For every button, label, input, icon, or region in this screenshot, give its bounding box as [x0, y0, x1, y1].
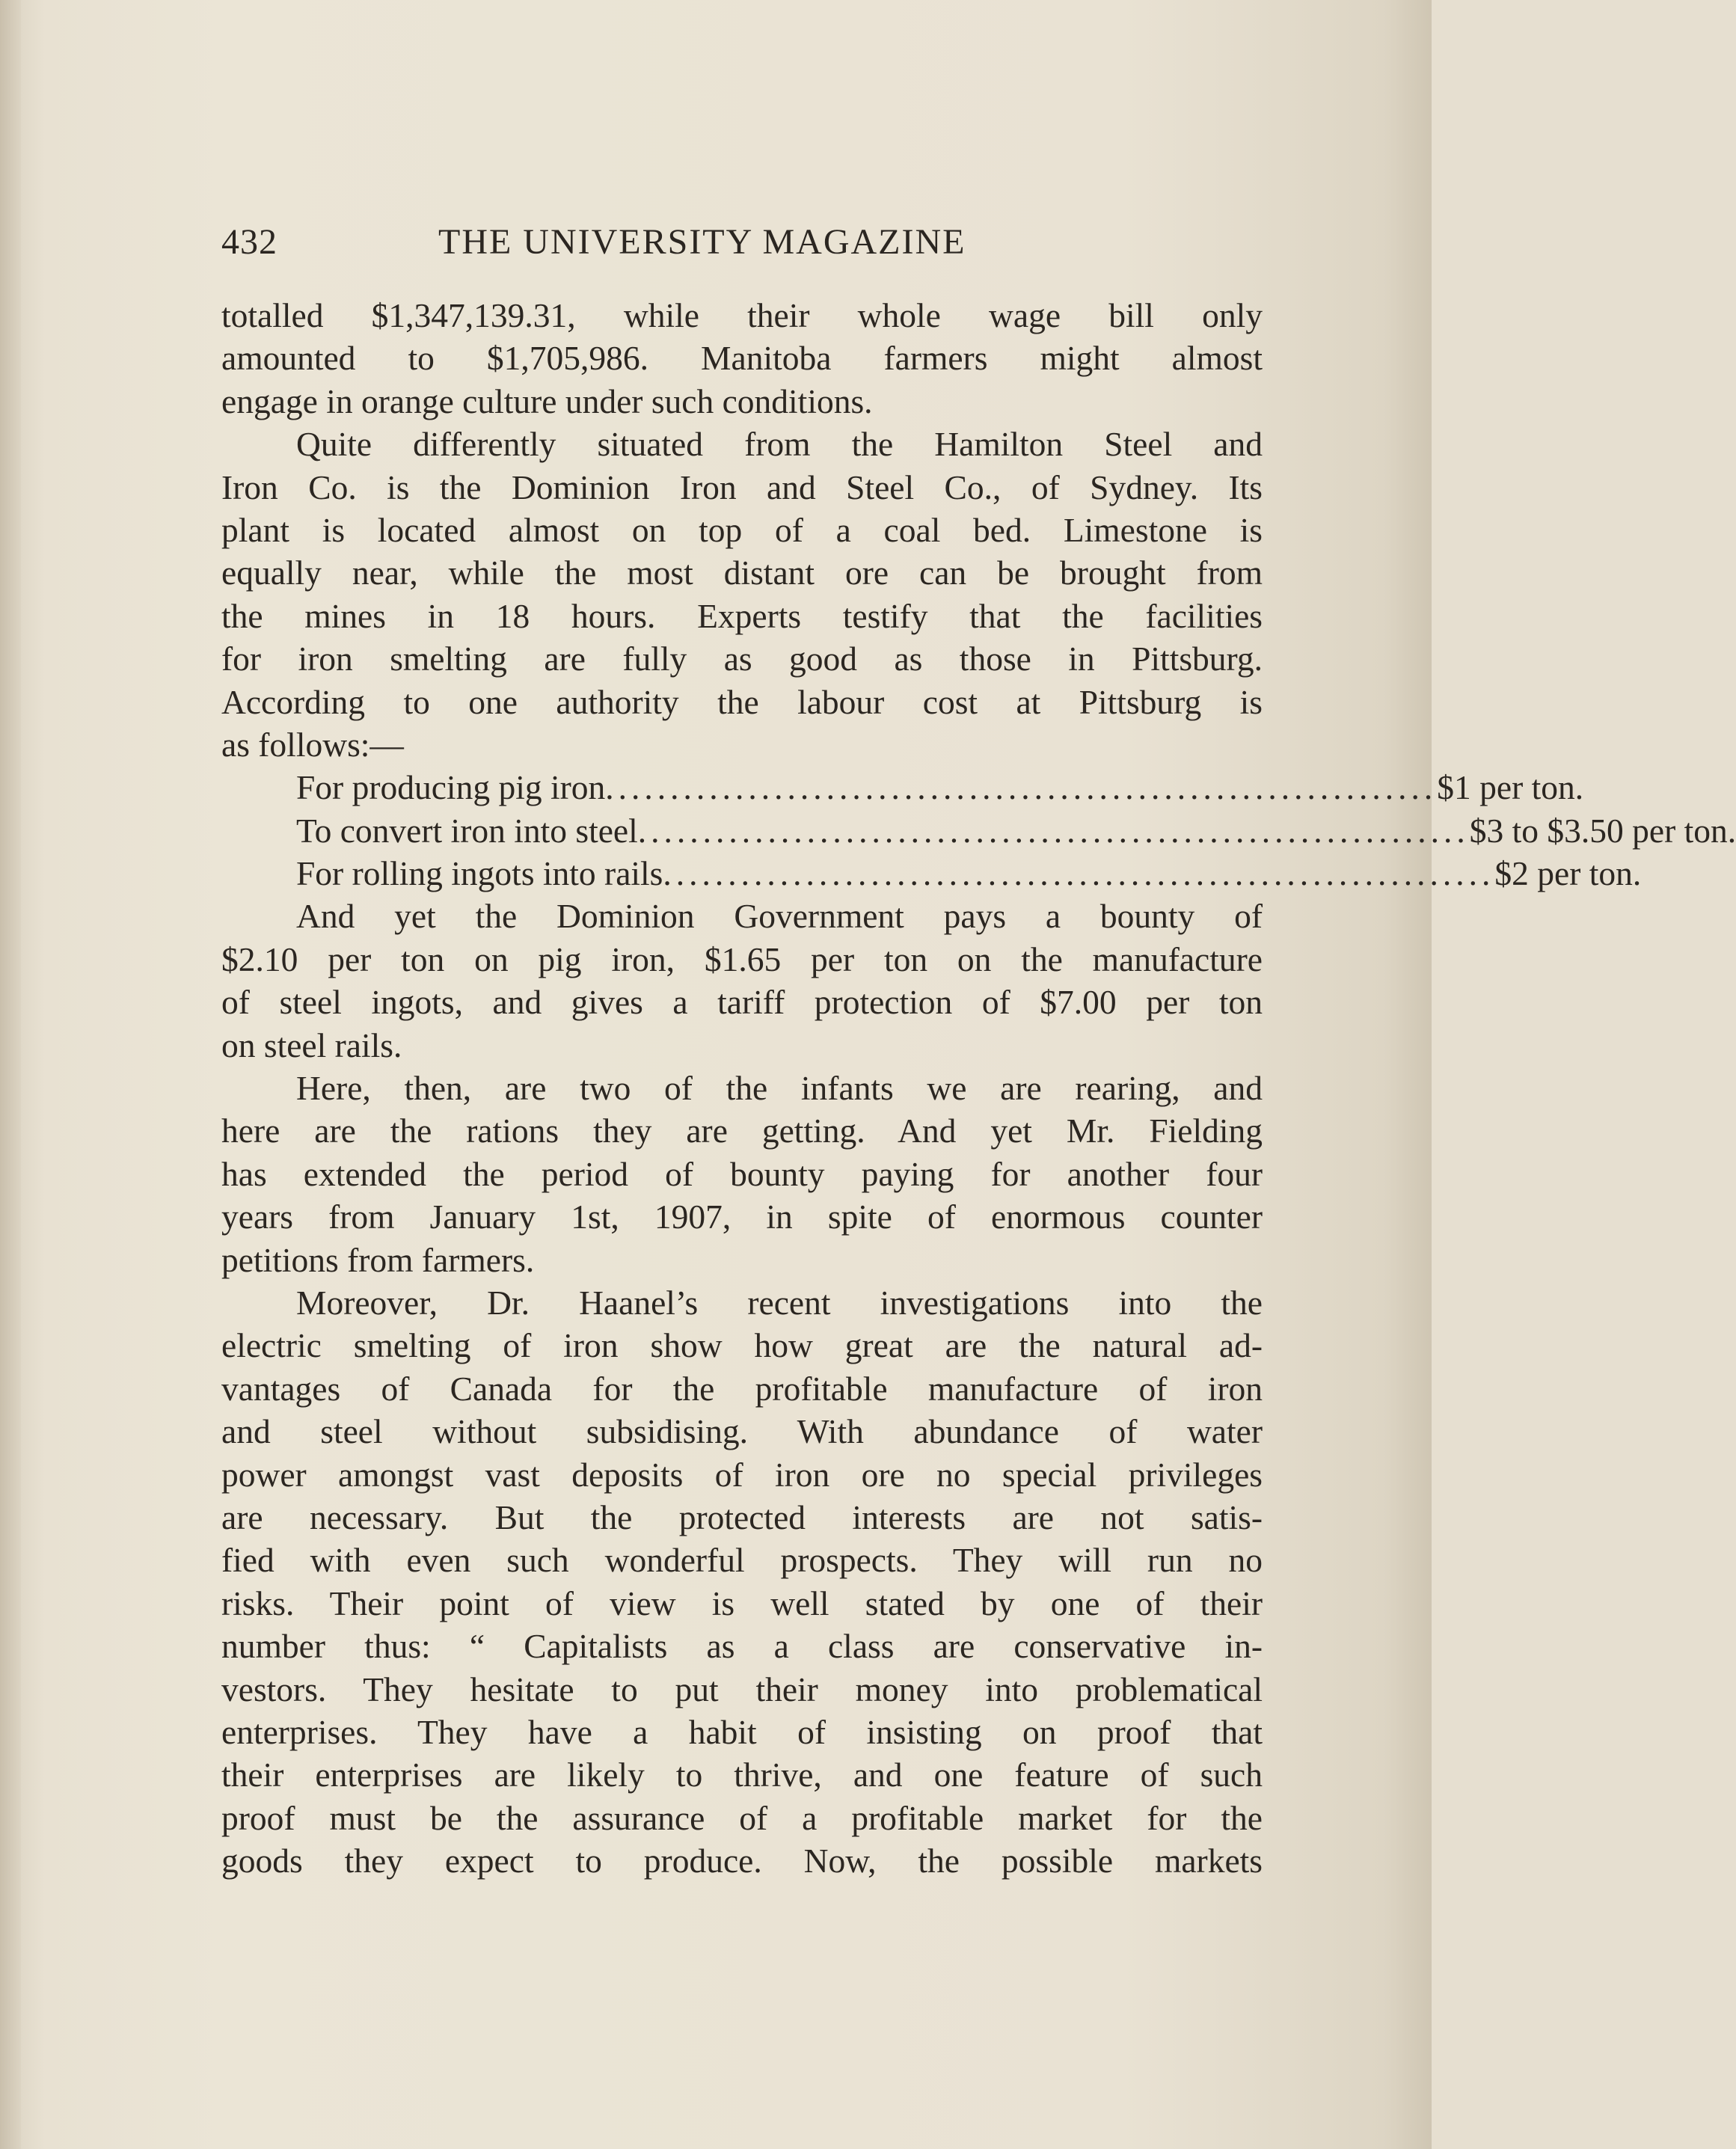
text-line: has extended the period of bounty paying for another four: [221, 1154, 1263, 1193]
running-title: THE UNIVERSITY MAGAZINE: [438, 222, 966, 262]
cost-item: For rolling ingots into rails: [296, 854, 663, 893]
text-line: engage in orange culture under such conditions.: [221, 381, 873, 420]
text-line: Moreover, Dr. Haanel’s recent investigations into the: [296, 1283, 1263, 1322]
text-line: totalled $1,347,139.31, while their whole wage bill only: [221, 296, 1263, 334]
text-line: equally near, while the most distant ore can be brought from: [221, 554, 1263, 592]
page-number: 432: [221, 222, 277, 262]
text-line: for iron smelting are fully as good as those in Pittsburg.: [221, 640, 1263, 678]
text-line: their enterprises are likely to thrive, and one feature of such: [221, 1756, 1263, 1794]
cost-value: $1 per ton.: [1437, 768, 1584, 807]
text-line: on steel rails.: [221, 1026, 402, 1064]
text-line: as follows:—: [221, 725, 404, 764]
text-line: enterprises. They have a habit of insisting on proof that: [221, 1712, 1263, 1751]
text-line: of steel ingots, and gives a tariff protection of $7.00 per ton: [221, 983, 1263, 1022]
text-line: risks. Their point of view is well stated by one of their: [221, 1584, 1263, 1622]
text-line: amounted to $1,705,986. Manitoba farmers might almost: [221, 339, 1263, 378]
text-line: Iron Co. is the Dominion Iron and Steel Co., of Sydney. Its: [221, 467, 1263, 506]
text-line: fied with even such wonderful prospects. They will run no: [221, 1541, 1263, 1580]
leader-dots: ................................................................: [605, 768, 1438, 807]
cost-table-row: [221, 766, 1584, 809]
text-line: vestors. They hesitate to put their money into problematical: [221, 1670, 1263, 1708]
leader-dots: ................................................................: [637, 811, 1470, 850]
text-line: electric smelting of iron show how great are the natural ad-: [221, 1326, 1263, 1365]
cost-value: $3 to $3.50 per ton.: [1469, 811, 1736, 850]
cost-item: To convert iron into steel: [296, 811, 638, 850]
text-line: Here, then, are two of the infants we are rearing, and: [296, 1069, 1263, 1108]
page-header: [221, 221, 1269, 266]
text-line: $2.10 per ton on pig iron, $1.65 per ton on the manufacture: [221, 939, 1263, 978]
body-text: [221, 294, 1736, 1882]
text-line: goods they expect to produce. Now, the possible markets: [221, 1842, 1263, 1880]
cost-item: For producing pig iron: [296, 768, 606, 807]
page-gutter: [0, 0, 21, 2149]
text-line: years from January 1st, 1907, in spite of enormous counter: [221, 1198, 1263, 1236]
text-line: proof must be the assurance of a profitable market for the: [221, 1798, 1263, 1837]
text-line: And yet the Dominion Government pays a bounty of: [296, 897, 1263, 936]
text-line: According to one authority the labour cost at Pittsburg is: [221, 682, 1263, 721]
text-line: plant is located almost on top of a coal bed. Limestone is: [221, 510, 1263, 549]
text-line: the mines in 18 hours. Experts testify that the facilities: [221, 596, 1263, 635]
text-line: Quite differently situated from the Hamilton Steel and: [296, 425, 1263, 464]
text-line: number thus: “ Capitalists as a class are conservative in-: [221, 1627, 1263, 1666]
cost-table-row: [221, 852, 1642, 895]
cost-table-row: [221, 809, 1736, 852]
text-line: petitions from farmers.: [221, 1240, 535, 1279]
text-line: power amongst vast deposits of iron ore no special privileges: [221, 1455, 1263, 1494]
text-line: vantages of Canada for the profitable manufacture of iron: [221, 1369, 1263, 1408]
cost-value: $2 per ton.: [1494, 854, 1642, 893]
text-line: are necessary. But the protected interests are not satis-: [221, 1497, 1263, 1536]
text-line: here are the rations they are getting. And yet Mr. Fielding: [221, 1112, 1263, 1150]
text-line: and steel without subsidising. With abundance of water: [221, 1412, 1263, 1451]
leader-dots: ................................................................: [663, 854, 1495, 893]
